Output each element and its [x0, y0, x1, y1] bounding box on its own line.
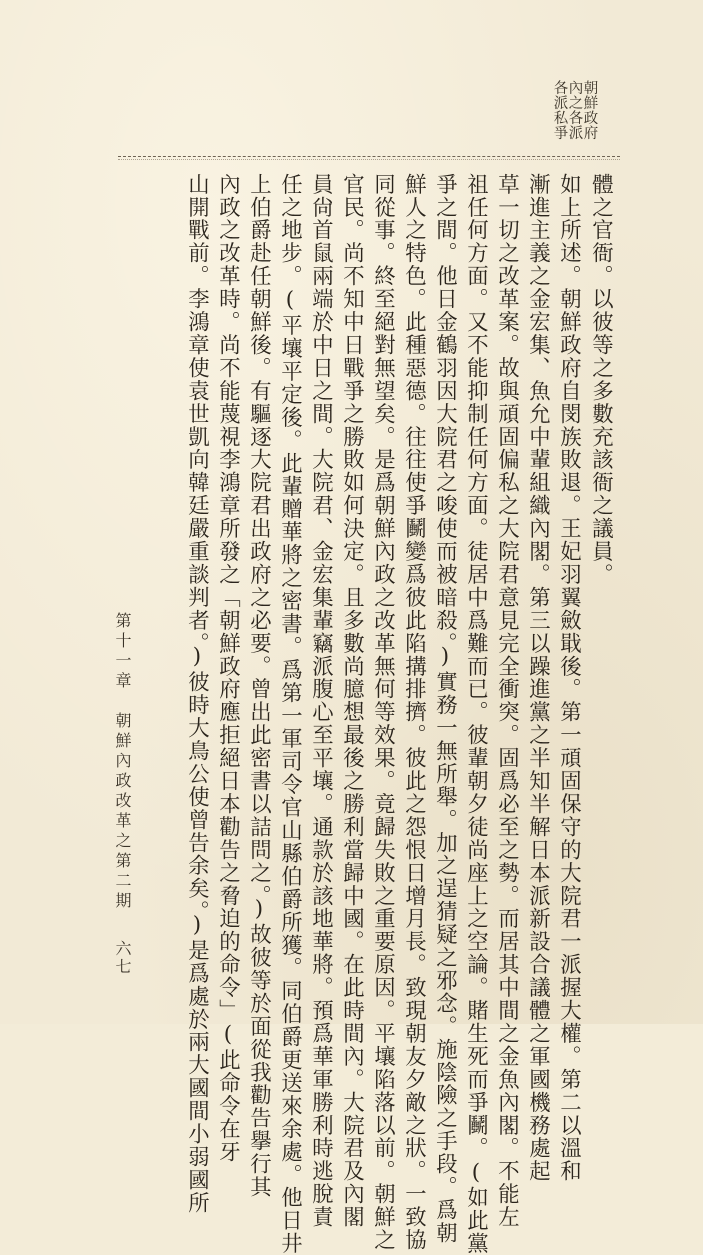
body-line-6: 爭之間。他日金鶴羽因大院君之唆使而被暗殺。)實務一無所舉。加之逞猜疑之邪念。施陰險之手段。爲朝	[432, 173, 458, 1245]
footer-page-number: 六七	[113, 940, 132, 976]
header-rule-secondary	[118, 159, 620, 160]
body-line-8: 同從事。終至絕對無望矣。是爲朝鮮內政之改革無何等效果。竟歸失敗之重要原因。平壤陷落以前。朝鮮之	[370, 173, 396, 1252]
header-rule	[118, 156, 620, 157]
body-line-5: 祖任何方面。又不能抑制任何方面。徒居中爲難而已。彼輩朝夕徒尚座上之空論。賭生死而爭鬭。(如此黨	[463, 173, 489, 1255]
side-note-line-1: 朝鮮政府	[581, 80, 598, 140]
body-line-13: 內政之改革時。尚不能蔑視李鴻章所發之「朝鮮政府應拒絕日本勸告之脅迫的命令」(此命令在牙	[215, 173, 241, 1164]
body-line-1: 體之官衙。以彼等之多數充該衙之議員。	[588, 173, 614, 587]
footer-chapter-title: 第十一章 朝鮮內政改革之第二期	[113, 612, 132, 912]
side-note-line-2: 內之各派	[566, 80, 583, 140]
body-line-10: 員尙首鼠兩端於中日之間。大院君、金宏集輩竊派腹心至平壤。通款於該地華將。預爲華軍勝利時逃脫責	[308, 173, 334, 1229]
body-line-14: 山開戰前。李鴻章使袁世凱向韓廷嚴重談判者。)彼時大鳥公使曾告余矣。)是爲處於兩大國間小弱國所	[184, 173, 210, 1215]
body-line-4: 草一切之改革案。故與頑固偏私之大院君意見完全衝突。固爲必至之勢。而居其中間之金魚內閣。不能左	[494, 173, 520, 1229]
body-line-7: 鮮人之特色。此種惡德。往往使爭鬭變爲彼此陷搆排擠。彼此之怨恨日增月長。致現朝友夕敵之狀。一致協	[401, 173, 427, 1252]
body-line-9: 官民。尚不知中日戰爭之勝敗如何決定。且多數尚臆想最後之勝利當歸中國。在此時間內。大院君及內閣	[339, 173, 365, 1229]
body-line-3: 漸進主義之金宏集、魚允中輩組織內閣。第三以躁進黨之半知半解日本派新設合議體之軍國機務處起	[525, 173, 551, 1183]
body-line-11: 任之地步。(平壤平定後。此輩贈華將之密書。爲第一軍司令官山縣伯爵所獲。同伯爵更送來余處。他日井	[277, 173, 303, 1255]
side-note-line-3: 各派私爭	[551, 80, 568, 140]
body-line-2: 如上所述。朝鮮政府自閔族敗退。王妃羽翼斂戢後。第一頑固保守的大院君一派握大權。第二以溫和	[556, 173, 582, 1183]
body-line-12: 上伯爵赴任朝鮮後。有驅逐大院君出政府之必要。曾出此密書以詰問之。)故彼等於面從我勸告擧行其	[246, 173, 272, 1199]
